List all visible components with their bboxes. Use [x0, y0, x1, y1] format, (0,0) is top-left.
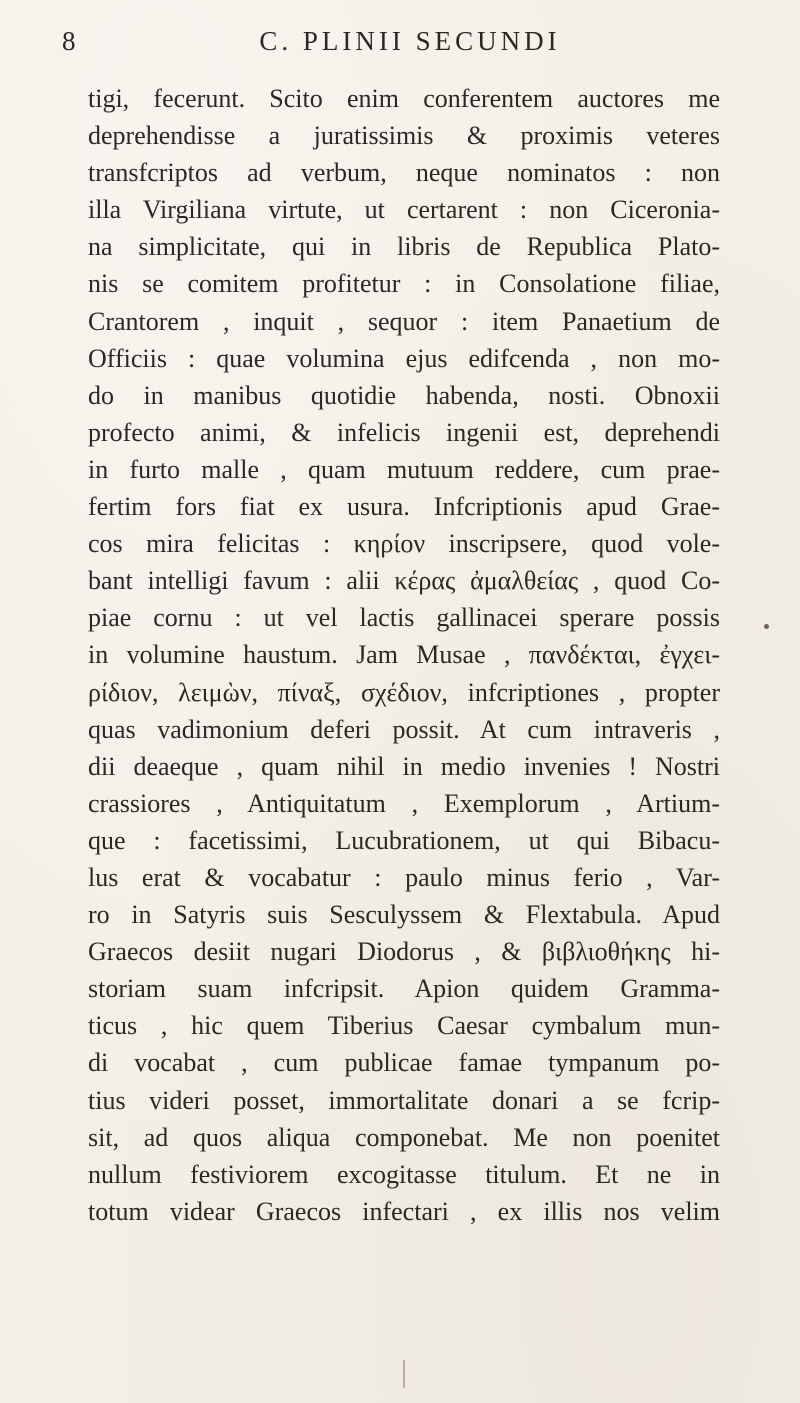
gutter-mark: [403, 1360, 405, 1388]
text-line: Crantorem , inquit , sequor : item Panaetium de: [88, 306, 720, 336]
text-line: deprehendisse a juratissimis & proximis veteres: [88, 121, 720, 151]
text-line: fertim fors fiat ex usura. Infcriptionis apud Grae-: [88, 492, 720, 522]
text-line: quas vadimonium deferi possit. At cum intraveris ,: [88, 714, 720, 744]
text-line: crassiores , Antiquitatum , Exemplorum , Artium-: [88, 788, 720, 818]
text-line: bant intelligi favum : alii κέρας ἀμαλθείας , quod Co-: [88, 566, 720, 596]
margin-ink-dot: [764, 624, 769, 629]
running-head: [62, 26, 718, 66]
text-line: tius videri posset, immortalitate donari a se fcrip-: [88, 1085, 720, 1115]
text-line: tigi, fecerunt. Scito enim conferentem auctores me: [88, 84, 720, 113]
running-title: C. PLINII SECUNDI: [259, 26, 561, 56]
text-line: lus erat & vocabatur : paulo minus ferio , Var-: [88, 862, 720, 892]
text-line: transfcriptos ad verbum, neque nominatos : non: [88, 158, 720, 188]
text-line: Officiis : quae volumina ejus edifcenda , non mo-: [88, 343, 720, 373]
text-line: cos mira felicitas : κηρίον inscripsere, quod vole-: [88, 529, 720, 559]
text-line: illa Virgiliana virtute, ut certarent : non Ciceronia-: [88, 195, 720, 225]
body-text: [88, 80, 720, 1230]
text-line: do in manibus quotidie habenda, nosti. Obnoxii: [88, 380, 720, 410]
text-line: Graecos desiit nugari Diodorus , & βιβλιοθήκης hi-: [88, 937, 720, 967]
text-line: ro in Satyris suis Sesculyssem & Flextabula. Apud: [88, 900, 720, 930]
text-line: na simplicitate, qui in libris de Republica Plato-: [88, 232, 720, 262]
text-line: profecto animi, & infelicis ingenii est, deprehendi: [88, 417, 720, 447]
text-line: nullum festiviorem excogitasse titulum. Et ne in: [88, 1159, 720, 1189]
text-line: sit, ad quos aliqua componebat. Me non poenitet: [88, 1122, 720, 1152]
text-line: dii deaeque , quam nihil in medio invenies ! Nostri: [88, 751, 720, 781]
page-number: 8: [62, 26, 77, 56]
text-line: in furto malle , quam mutuum reddere, cum prae-: [88, 454, 720, 484]
text-line: ticus , hic quem Tiberius Caesar cymbalum mun-: [88, 1011, 720, 1041]
text-line: in volumine haustum. Jam Musae , πανδέκται, ἐγχει-: [88, 640, 720, 670]
text-line: nis se comitem profitetur : in Consolatione filiae,: [88, 269, 720, 299]
text-line: ρίδιον, λειμὼν, πίναξ, σχέδιον, infcriptiones , propter: [88, 677, 720, 707]
text-line: totum videar Graecos infectari , ex illis nos velim: [88, 1196, 720, 1226]
text-line: que : facetissimi, Lucubrationem, ut qui Bibacu-: [88, 825, 720, 855]
text-line: piae cornu : ut vel lactis gallinacei sperare possis: [88, 603, 720, 633]
text-line: storiam suam infcripsit. Apion quidem Gramma-: [88, 974, 720, 1004]
text-line: di vocabat , cum publicae famae tympanum po-: [88, 1048, 720, 1078]
